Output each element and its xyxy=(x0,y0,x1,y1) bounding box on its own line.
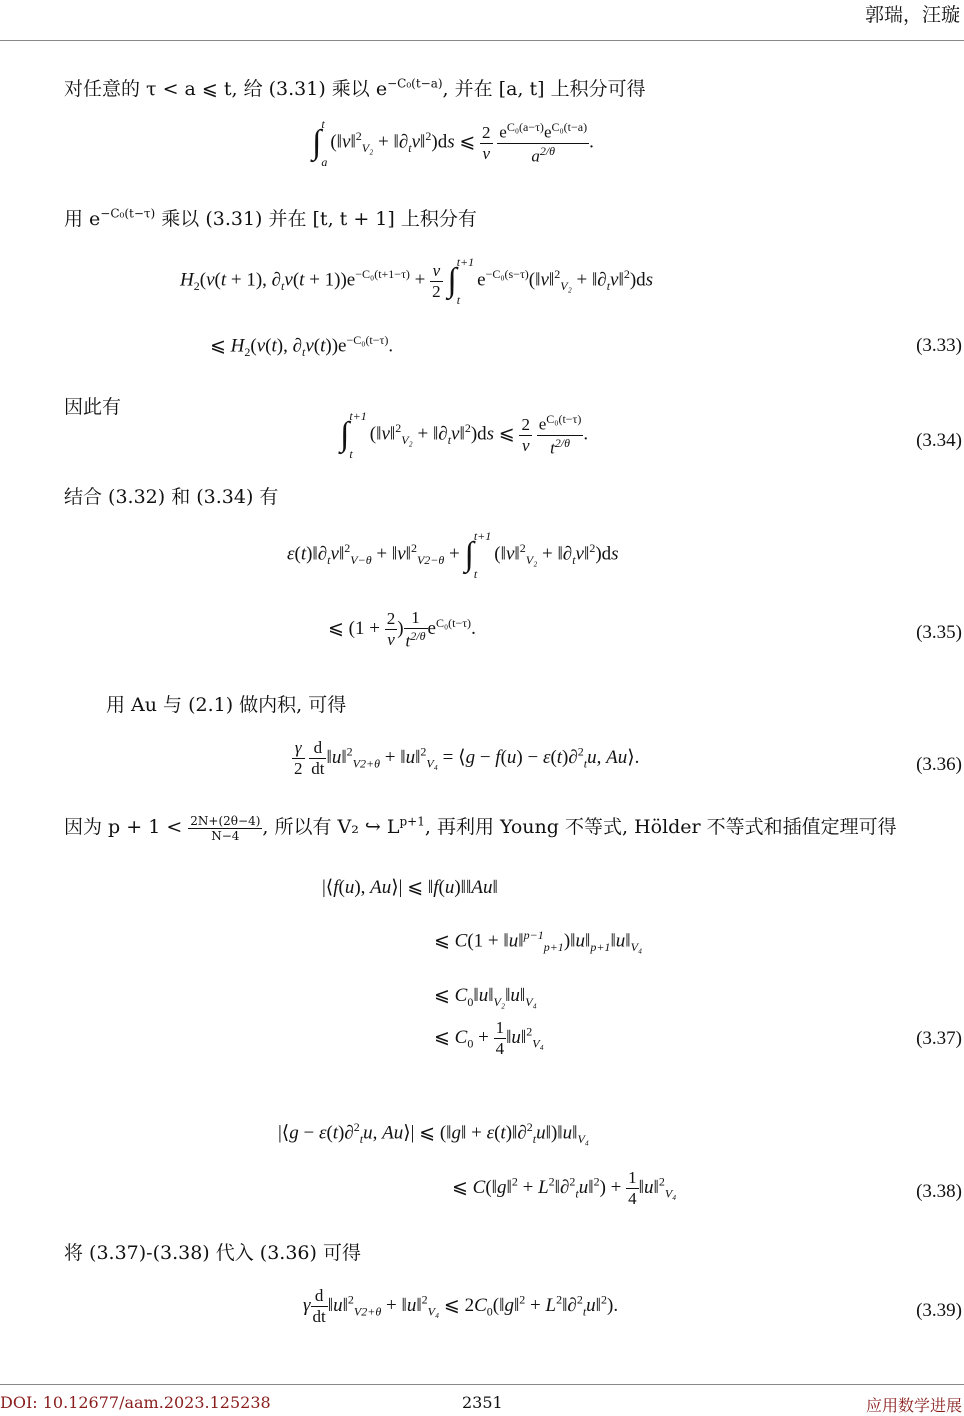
equation-3-36: $\frac{\gamma}{2}$ $\frac{d}{dt}$ ‖u‖$^2_{V2+\theta}$ + ‖u‖$^2_{V_4}$ = ⟨g − f(u) − ε(t)∂$^2_t$u, Au⟩. xyxy=(294,738,640,778)
paragraph-6-a: 因为 p + 1 < xyxy=(64,816,183,838)
paragraph-2 xyxy=(64,204,477,231)
equation-number-3-35: (3.35) xyxy=(916,622,962,643)
equation-3-34: ∫ t+1 t (‖v‖$^2_{V_2}$ + $‖\partial_tv‖^2)ds$ ⩽ $\frac{2}{\nu}$ $\frac{e^{C_0(t-\tau)}}{t^{2/\theta}}$ . xyxy=(340,409,589,461)
paragraph-3: 因此有 xyxy=(64,396,122,418)
paragraph-5: 用 Au 与 (2.1) 做内积, 可得 xyxy=(106,694,347,716)
equation-number-3-39: (3.39) xyxy=(916,1300,962,1321)
equation-3-33-line1: $H_2(v(t + 1)$, $\partial_tv(t + 1))e^{-C_0(t+1-\tau)}$ + $\frac{\nu}{2}$ ∫ t+1 t $e^{-C_0(s-\tau)}(‖v‖^2_{V_2}$ + $‖\partial_tv‖^2)ds$ xyxy=(180,255,654,307)
paragraph-6-frac-den: N−4 xyxy=(211,828,240,843)
equation-3-33-line2: ⩽ $H_2(v(t)$, $\partial_tv(t))e^{-C_0(t-\tau)}$. xyxy=(210,333,394,360)
equation-number-3-37: (3.37) xyxy=(916,1028,962,1049)
footer-doi-link[interactable]: DOI: 10.12677/aam.2023.125238 xyxy=(0,1393,271,1412)
footer-journal-name: 应用数学进展 xyxy=(865,1396,962,1415)
paragraph-6 xyxy=(64,812,897,843)
equation-integral-a-t: ∫ t a (‖v‖$^2_{V_2}$ + $‖\partial_tv‖^2)ds$ ⩽ $\frac{2}{\nu}$ $\frac{e^{C_0(a-\tau)}e^{C_0(t-a)}}{a^{2/\theta}}$ . xyxy=(312,117,594,169)
header-rule xyxy=(0,40,964,41)
paragraph-7: 将 (3.37)-(3.38) 代入 (3.36) 可得 xyxy=(64,1242,361,1264)
paragraph-2-tail: 乘以 (3.31) 并在 [t, t + 1] 上积分有 xyxy=(155,208,477,230)
equation-3-37-line1: |⟨f(u), Au⟩| ⩽ ‖f(u)‖‖Au‖ xyxy=(322,877,498,898)
paragraph-6-c: , 再利用 Young 不等式, Hölder 不等式和插值定理可得 xyxy=(424,816,897,838)
equation-3-37-line4: ⩽ $C_0$ + $\frac{1}{4}$ ‖u‖$^2_{V_4}$ xyxy=(434,1018,544,1058)
paragraph-1-exp: −C₀(t−a) xyxy=(387,76,443,91)
equation-number-3-34: (3.34) xyxy=(916,430,962,451)
paragraph-1-text: 对任意的 τ < a ⩽ t, 给 (3.31) 乘以 e xyxy=(64,78,388,100)
footer-page-number: 2351 xyxy=(462,1393,503,1412)
footer-rule xyxy=(0,1384,964,1385)
equation-number-3-33: (3.33) xyxy=(916,335,962,356)
equation-number-3-36: (3.36) xyxy=(916,754,962,775)
equation-3-38-line1: |⟨g − ε(t)∂$^2_t$u, Au⟩| ⩽ (‖g‖ + $\varepsilon(t)‖\partial^2_tu‖)‖u‖_{V_4}$ xyxy=(278,1120,589,1147)
paragraph-1 xyxy=(64,74,646,101)
header-authors: 郭瑞，汪璇 xyxy=(864,4,960,26)
paragraph-6-exp: p+1 xyxy=(399,814,425,829)
equation-3-38-line2: ⩽ C(‖g‖$^2$ + $L^2‖\partial^2_tu‖^2$) + $\frac{1}{4}$ ‖u‖$^2_{V_4}$ xyxy=(452,1168,677,1208)
equation-3-35-line2: ⩽ (1 + $\frac{2}{\nu}$ ) $\frac{1}{t^{2/\theta}}$ $e^{C_0(t-\tau)}$. xyxy=(328,608,476,651)
paragraph-2-text: 用 e xyxy=(64,208,101,230)
paragraph-6-frac-num: 2N+(2θ−4) xyxy=(190,813,261,828)
equation-3-35-line1: $\varepsilon(t)‖\partial_tv‖^2_{V-\theta}$ + ‖v‖$^2_{V2-\theta}$ + ∫ t+1 t (‖v‖$^2_{V_2}$ + $‖\partial_tv‖^2)ds$ xyxy=(287,529,619,581)
paragraph-2-exp: −C₀(t−τ) xyxy=(100,206,156,221)
equation-3-37-line2: ⩽ $C(1 + ‖u‖^{p-1}_{p+1})‖u‖_{p+1}‖u‖_{V_4}$ xyxy=(434,928,643,955)
paragraph-6-b: , 所以有 V₂ ↪ L xyxy=(262,816,400,838)
equation-number-3-38: (3.38) xyxy=(916,1181,962,1202)
equation-3-39: γ $\frac{d}{dt}$ ‖u‖$^2_{V2+\theta}$ + ‖u‖$^2_{V_4}$ ⩽ $2C_0(‖g‖^2$ + $L^2‖\partial^2_tu‖^2$). xyxy=(303,1286,619,1326)
paragraph-4: 结合 (3.32) 和 (3.34) 有 xyxy=(64,486,279,508)
equation-3-37-line3: ⩽ $C_0‖u‖_{V_2}‖u‖_{V_4}$ xyxy=(434,985,537,1009)
paragraph-1-tail: , 并在 [a, t] 上积分可得 xyxy=(442,78,646,100)
